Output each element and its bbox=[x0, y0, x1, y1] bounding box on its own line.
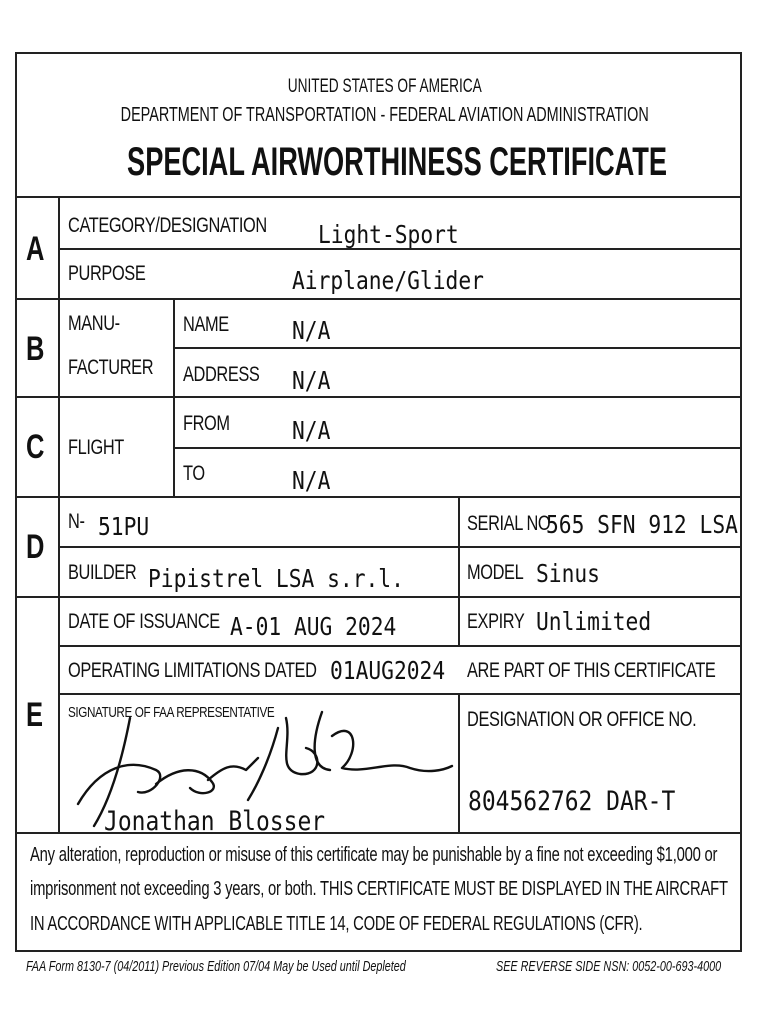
flight-label: FLIGHT bbox=[68, 436, 124, 459]
address-value: N/A bbox=[292, 366, 331, 395]
rule-d-e bbox=[15, 596, 741, 598]
purpose-value: Airplane/Glider bbox=[292, 266, 484, 295]
reverse-side-note: SEE REVERSE SIDE NSN: 0052-00-693-4000 bbox=[496, 958, 722, 975]
from-label: FROM bbox=[183, 412, 230, 435]
section-letter-d: D bbox=[26, 528, 45, 566]
designation-value: 804562762 DAR-T bbox=[468, 786, 676, 817]
rule-d-mid bbox=[60, 546, 741, 548]
to-value: N/A bbox=[292, 466, 331, 495]
border-left bbox=[15, 52, 17, 952]
designation-label: DESIGNATION OR OFFICE NO. bbox=[467, 708, 697, 731]
legal-line-2: imprisonment not exceeding 3 years, or both. THIS CERTIFICATE MUST BE DISPLAYED IN THE AIRCRAFT bbox=[30, 878, 728, 900]
expiry-value: Unlimited bbox=[536, 607, 652, 636]
n-number-label: N- bbox=[68, 510, 85, 533]
name-label: NAME bbox=[183, 313, 229, 336]
issuance-label: DATE OF ISSUANCE bbox=[68, 610, 220, 633]
expiry-label: EXPIRY bbox=[467, 610, 525, 633]
name-value: N/A bbox=[292, 316, 331, 345]
address-label: ADDRESS bbox=[183, 363, 260, 386]
legal-line-3: IN ACCORDANCE WITH APPLICABLE TITLE 14, CODE OF FEDERAL REGULATIONS (CFR). bbox=[30, 913, 643, 935]
op-limitations-label: OPERATING LIMITATIONS DATED bbox=[68, 659, 317, 682]
rule-e-2 bbox=[60, 693, 741, 695]
rule-b-c bbox=[15, 396, 741, 398]
rule-b-c-sub bbox=[173, 298, 175, 496]
rule-b-mid bbox=[175, 347, 741, 349]
border-right bbox=[740, 52, 742, 952]
from-value: N/A bbox=[292, 416, 331, 445]
signature-label: SIGNATURE OF FAA REPRESENTATIVE bbox=[68, 704, 275, 721]
form-identifier: FAA Form 8130-7 (04/2011) Previous Edition 07/04 May be Used until Depleted bbox=[26, 958, 406, 975]
border-top bbox=[15, 52, 741, 54]
legal-line-1: Any alteration, reproduction or misuse of this certificate may be punishable by a fine not exceeding $1,000 or bbox=[30, 844, 718, 866]
rule-c-mid bbox=[175, 447, 741, 449]
rule-d-e-split-1 bbox=[458, 496, 460, 646]
builder-label: BUILDER bbox=[68, 561, 137, 584]
border-bottom bbox=[15, 950, 741, 952]
category-value: Light-Sport bbox=[318, 220, 459, 249]
issuance-value: A-01 AUG 2024 bbox=[230, 612, 397, 641]
rule-header bbox=[15, 196, 741, 198]
certificate-title: SPECIAL AIRWORTHINESS CERTIFICATE bbox=[127, 140, 668, 184]
rule-a-b bbox=[15, 298, 741, 300]
manufacturer-label-1: MANU- bbox=[68, 312, 120, 335]
signer-name: Jonathan Blosser bbox=[104, 806, 326, 837]
op-limitations-suffix: ARE PART OF THIS CERTIFICATE bbox=[467, 659, 716, 682]
rule-c-d bbox=[15, 496, 741, 498]
category-label: CATEGORY/DESIGNATION bbox=[68, 214, 267, 237]
manufacturer-label-2: FACTURER bbox=[68, 356, 154, 379]
model-value: Sinus bbox=[536, 559, 600, 588]
serial-label: SERIAL NO bbox=[467, 512, 551, 535]
builder-value: Pipistrel LSA s.r.l. bbox=[148, 564, 404, 593]
section-letter-a: A bbox=[26, 230, 45, 268]
header-country: UNITED STATES OF AMERICA bbox=[287, 76, 483, 97]
section-letter-c: C bbox=[26, 428, 45, 466]
rule-e-1 bbox=[60, 645, 741, 647]
to-label: TO bbox=[183, 462, 205, 485]
model-label: MODEL bbox=[467, 561, 524, 584]
n-number-value: 51PU bbox=[98, 512, 150, 541]
section-letter-b: B bbox=[26, 330, 45, 368]
section-letter-e: E bbox=[26, 696, 44, 734]
op-limitations-date: 01AUG2024 bbox=[330, 656, 446, 685]
header-department: DEPARTMENT OF TRANSPORTATION - FEDERAL AVIATION ADMINISTRATION bbox=[120, 104, 650, 126]
purpose-label: PURPOSE bbox=[68, 262, 146, 285]
serial-value: 565 SFN 912 LSA bbox=[546, 510, 738, 539]
